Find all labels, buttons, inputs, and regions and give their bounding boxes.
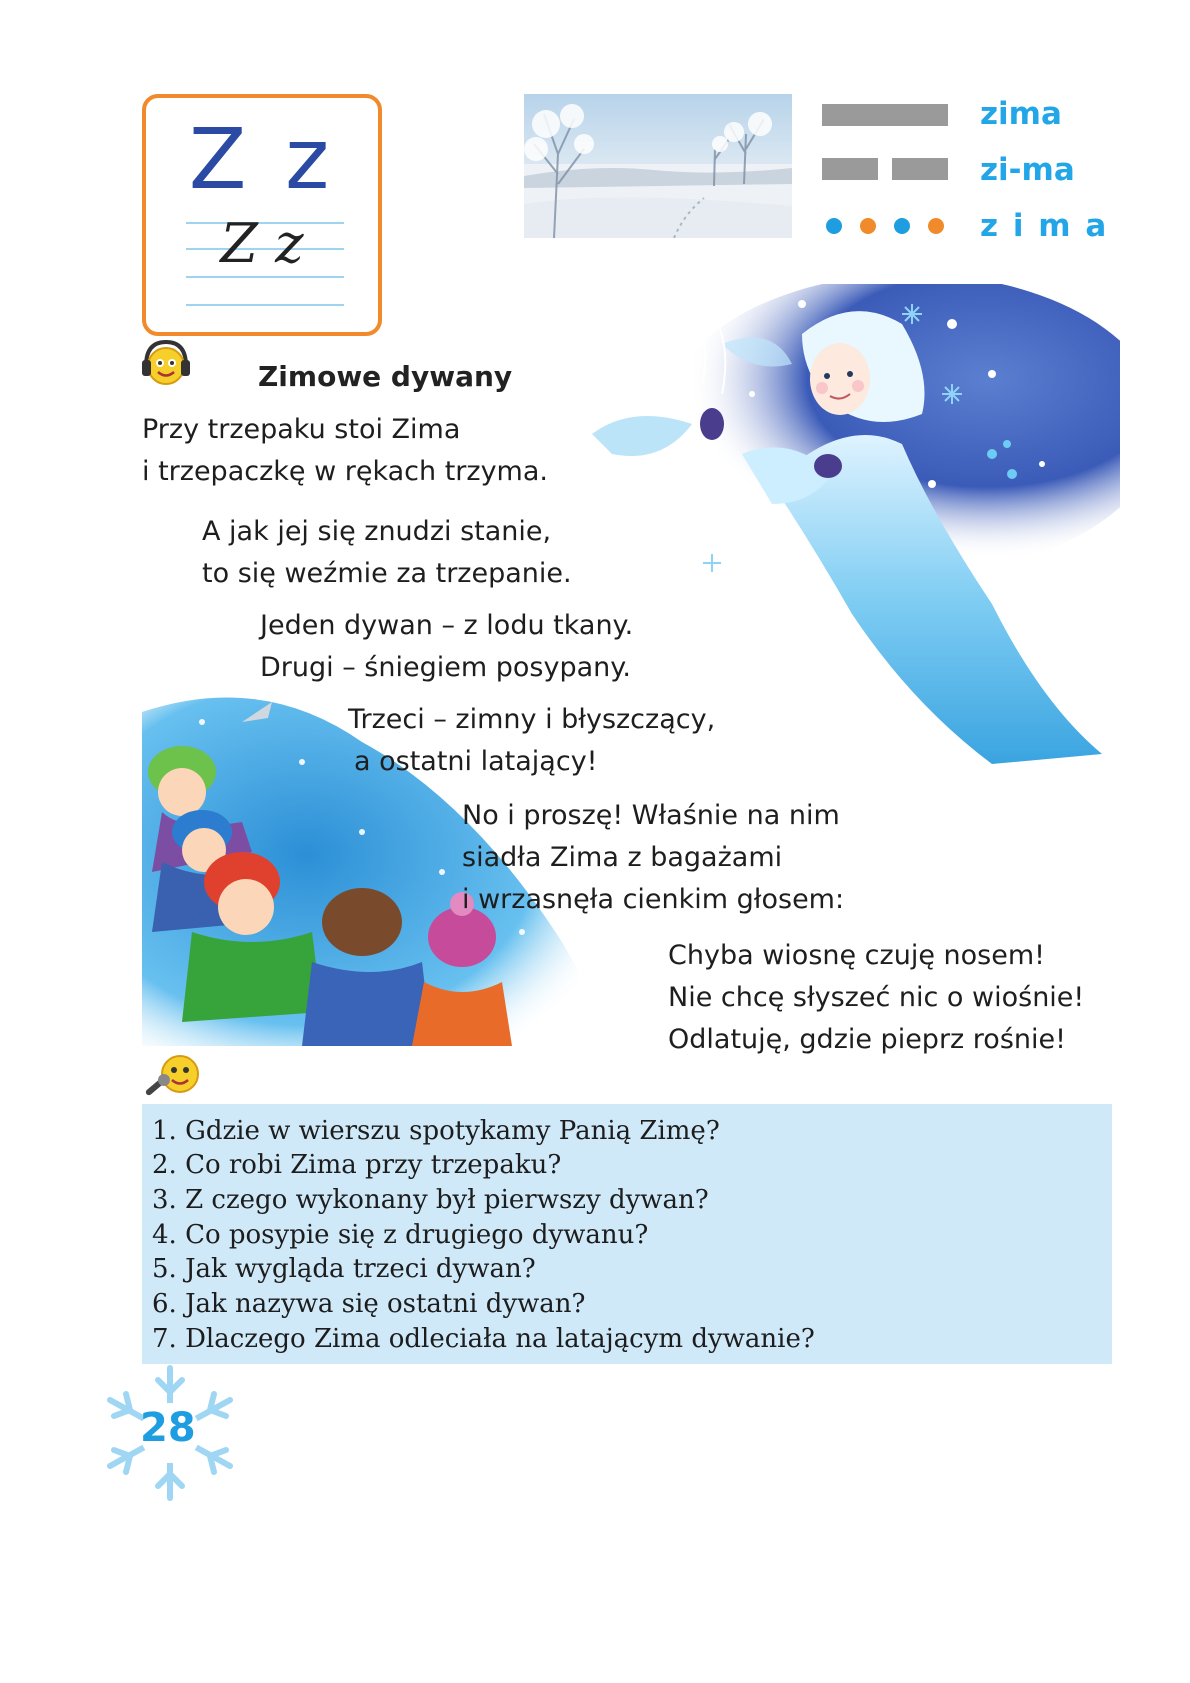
poem-line: Odlatuję, gdzie pieprz rośnie! <box>668 1024 1066 1055</box>
poem-line: No i proszę! Właśnie na nim <box>462 800 840 831</box>
question-item: 4. Co posypie się z drugiego dywanu? <box>152 1220 649 1250</box>
writing-line <box>186 276 344 278</box>
sound-dot <box>860 218 876 234</box>
sound-dot <box>928 218 944 234</box>
question-item: 7. Dlaczego Zima odleciała na latającym dywanie? <box>152 1324 815 1354</box>
syllable-bar <box>822 158 878 180</box>
headphones-smiley-icon <box>140 338 192 390</box>
poem-line: i trzepaczkę w rękach trzyma. <box>142 456 548 487</box>
poem-line: to się weźmie za trzepanie. <box>202 558 572 589</box>
question-item: 6. Jak nazywa się ostatni dywan? <box>152 1289 586 1319</box>
question-item: 5. Jak wygląda trzeci dywan? <box>152 1254 536 1284</box>
poem-line: Trzeci – zimny i błyszczący, <box>348 704 716 735</box>
poem-line: a ostatni latający! <box>354 746 598 777</box>
winter-landscape-photo <box>524 94 792 238</box>
writing-line <box>186 304 344 306</box>
poem-line: Przy trzepaku stoi Zima <box>142 414 461 445</box>
letter-card <box>142 94 382 336</box>
word-syllables: zi-ma <box>980 152 1075 188</box>
poem-line: Jeden dywan – z lodu tkany. <box>260 610 634 641</box>
poem-line: A jak jej się znudzi stanie, <box>202 516 552 547</box>
poem-title: Zimowe dywany <box>258 360 513 393</box>
poem-line: Drugi – śniegiem posypany. <box>260 652 631 683</box>
questions-box <box>142 1104 1112 1364</box>
poem-line: Nie chcę słyszeć nic o wiośnie! <box>668 982 1085 1013</box>
poem-line: siadła Zima z bagażami <box>462 842 783 873</box>
microphone-smiley-icon <box>140 1052 204 1104</box>
syllable-bar <box>892 158 948 180</box>
word-bar <box>822 104 948 126</box>
sound-dot <box>826 218 842 234</box>
question-item: 3. Z czego wykonany był pierwszy dywan? <box>152 1185 709 1215</box>
print-letters: Z z <box>188 110 336 208</box>
word-zima: zima <box>980 96 1062 132</box>
script-letters: Z z <box>220 212 304 275</box>
question-item: 2. Co robi Zima przy trzepaku? <box>152 1150 562 1180</box>
word-sounds: z i m a <box>980 208 1109 244</box>
poem-line: i wrzasnęła cienkim głosem: <box>462 884 845 915</box>
page-number: 28 <box>140 1405 196 1451</box>
question-item: 1. Gdzie w wierszu spotykamy Panią Zimę? <box>152 1116 720 1146</box>
sound-dot <box>894 218 910 234</box>
poem-line: Chyba wiosnę czuję nosem! <box>668 940 1045 971</box>
